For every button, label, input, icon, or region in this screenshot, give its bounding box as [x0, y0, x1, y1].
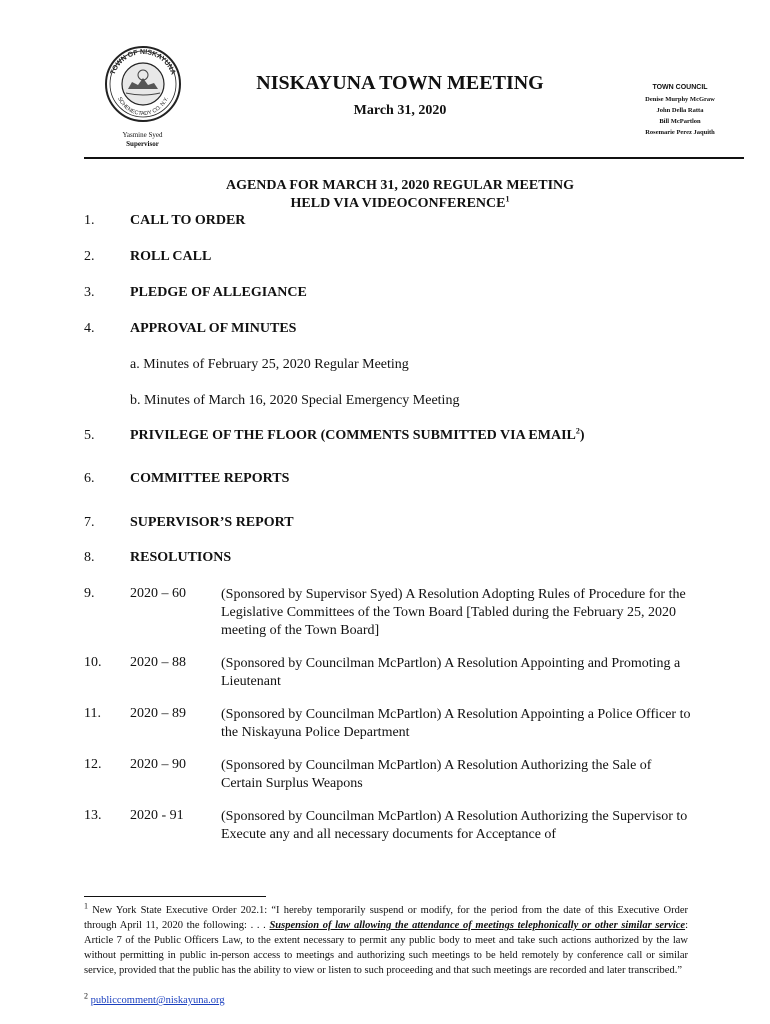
- footnote-ref: 1: [505, 194, 510, 204]
- agenda-heading-line2: HELD VIA VIDEOCONFERENCE: [290, 196, 506, 211]
- meeting-date: March 31, 2020: [353, 103, 447, 118]
- item-number: 8.: [84, 550, 95, 565]
- item-number: 5.: [84, 428, 95, 443]
- minutes-item: a. Minutes of February 25, 2020 Regular Meeting: [130, 357, 409, 372]
- footnote-1: [84, 903, 688, 978]
- supervisor-title: Supervisor: [126, 140, 159, 148]
- footnote-1-emphasis: Suspension of law allowing the attendance of meetings telephonically or other similar service: [269, 920, 686, 931]
- item-number: 3.: [84, 285, 95, 300]
- council-member: Bill McPartlon: [659, 118, 701, 125]
- agenda-item: CALL TO ORDER: [130, 213, 246, 228]
- agenda-item: ROLL CALL: [130, 249, 212, 264]
- item-number: 10.: [84, 655, 102, 670]
- item-number: 4.: [84, 321, 95, 336]
- council-member: Denise Murphy McGraw: [645, 96, 715, 103]
- footnote-mark: 2: [84, 991, 88, 1001]
- resolution-text: (Sponsored by Councilman McPartlon) A Resolution Authorizing the Sale of Certain Surplus Weapons: [221, 758, 652, 791]
- agenda-item: [130, 428, 585, 444]
- agenda-item: RESOLUTIONS: [130, 550, 232, 565]
- item-number: 13.: [84, 808, 102, 823]
- item-number: 9.: [84, 586, 95, 601]
- seal-text-bottom: SCHENECTADY CO. N.Y.: [116, 96, 170, 118]
- agenda-item-suffix: ): [579, 428, 585, 443]
- agenda-item: PLEDGE OF ALLEGIANCE: [130, 285, 307, 300]
- header-divider: [84, 157, 744, 159]
- agenda-item-label: PRIVILEGE OF THE FLOOR (COMMENTS SUBMITTED VIA EMAIL: [130, 428, 576, 443]
- item-number: 6.: [84, 471, 95, 486]
- supervisor-name: Yasmine Syed: [122, 131, 163, 139]
- page-title: NISKAYUNA TOWN MEETING: [256, 72, 544, 94]
- item-number: 7.: [84, 515, 95, 530]
- council-heading: TOWN COUNCIL: [652, 84, 708, 91]
- council-member: Rosemarie Perez Jaquith: [645, 129, 715, 136]
- agenda-item: COMMITTEE REPORTS: [130, 471, 290, 486]
- footnote-mark: 1: [84, 901, 88, 911]
- resolution-id: 2020 - 91: [130, 808, 184, 823]
- agenda-heading-line1: AGENDA FOR MARCH 31, 2020 REGULAR MEETING: [225, 178, 575, 193]
- resolution-id: 2020 – 88: [130, 655, 186, 670]
- item-number: 12.: [84, 757, 102, 772]
- council-members: [610, 94, 750, 138]
- footnote-2: [84, 993, 688, 1008]
- resolution-text: (Sponsored by Councilman McPartlon) A Resolution Appointing and Promoting a Lieutenant: [221, 656, 681, 689]
- resolution-id: 2020 – 60: [130, 586, 186, 601]
- item-number: 2.: [84, 249, 95, 264]
- item-number: 11.: [84, 706, 101, 721]
- agenda-item: SUPERVISOR’S REPORT: [130, 515, 294, 530]
- resolution-id: 2020 – 90: [130, 757, 186, 772]
- resolution-id: 2020 – 89: [130, 706, 186, 721]
- resolution-text: (Sponsored by Councilman McPartlon) A Resolution Authorizing the Supervisor to Execute any and all necessary documents for Acceptance of: [221, 809, 688, 842]
- council-member: John Della Ratta: [656, 107, 704, 114]
- town-seal-logo: [104, 45, 182, 123]
- footnote-1-text-cont: : Article 7 of the Public Officers Law, to the extent necessary to permit any public body to meet and take such actions authorized by the law without permitting in public in-person access to meetings and authorizing such meetings to be held remotely by conference call or similar service, provided that the public has the ability to view or listen to such proceeding and that such meetings are recorded and later transcribed.”: [84, 920, 688, 976]
- footnote-divider: [84, 896, 266, 897]
- footnote-ref: 2: [575, 426, 580, 436]
- agenda-item: APPROVAL OF MINUTES: [130, 321, 297, 336]
- resolution-text: (Sponsored by Supervisor Syed) A Resolution Adopting Rules of Procedure for the Legislative Committees of the Town Board [Tabled during the February 25, 2020 meeting of the Town Board]: [221, 587, 686, 638]
- agenda-heading: [150, 177, 650, 213]
- seal-text-top: TOWN OF NISKAYUNA: [109, 48, 177, 76]
- item-number: 1.: [84, 213, 95, 228]
- minutes-item: b. Minutes of March 16, 2020 Special Emergency Meeting: [130, 393, 460, 408]
- resolution-text: (Sponsored by Councilman McPartlon) A Resolution Appointing a Police Officer to the Niskayuna Police Department: [221, 707, 691, 740]
- footnote-1-text: New York State Executive Order 202.1: “I hereby temporarily suspend or modify, for the period from the date of this Executive Order through April 11, 2020 the following: . . .: [84, 905, 688, 931]
- email-link[interactable]: publiccomment@niskayuna.org: [90, 995, 225, 1006]
